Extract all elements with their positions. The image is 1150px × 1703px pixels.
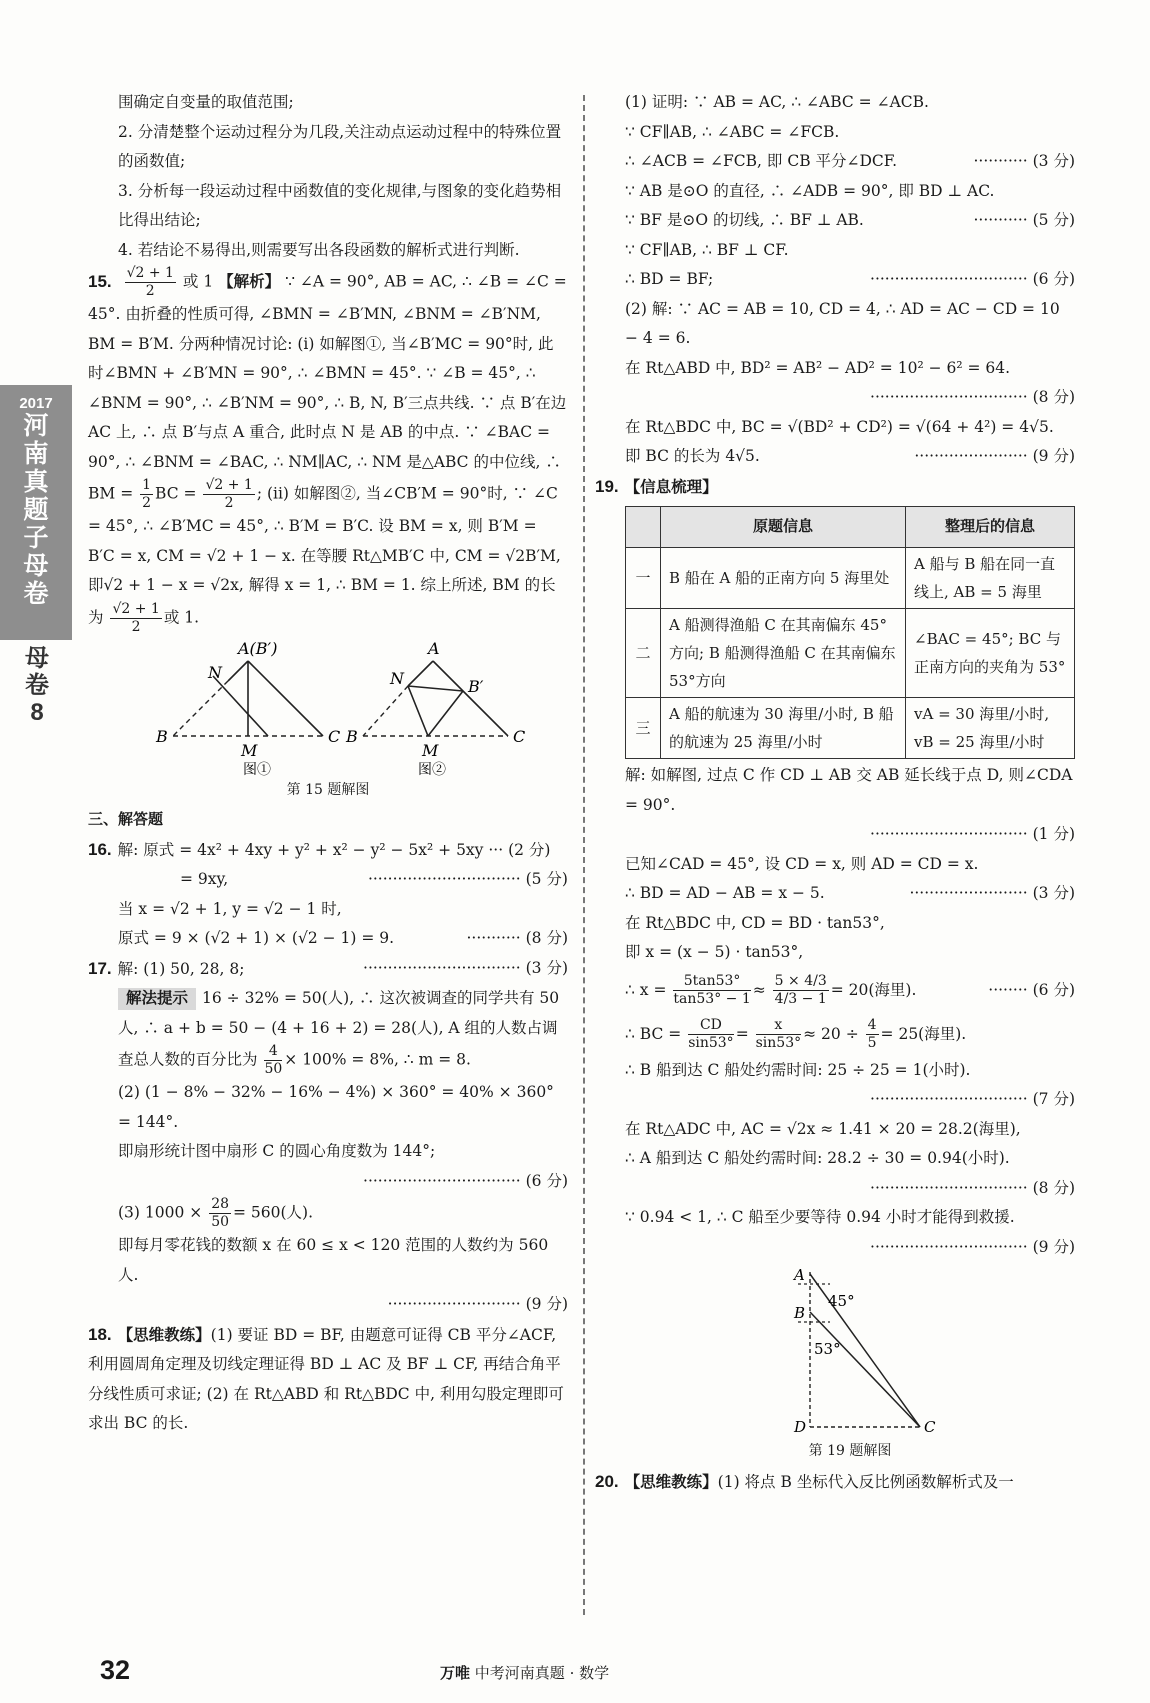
s-line-5: 即 x = (x − 5) · tan53°, xyxy=(625,943,804,961)
fig15-2-caption: 图② xyxy=(418,761,446,776)
fig19-label-a: A xyxy=(794,1266,805,1284)
fig15-1-nb xyxy=(173,681,228,736)
fig15-1-caption: 图① xyxy=(243,761,271,776)
r-line-5: ∵ BF 是⊙O 的切线, ∴ BF ⊥ AB. ··········· (5 分) xyxy=(625,211,1075,229)
q15-frac-half: $\frac{1}{2}$ xyxy=(142,477,152,511)
page-number: 32 xyxy=(100,1655,131,1685)
q16-line-3: 当 x = √2 + 1, y = √2 − 1 时, xyxy=(118,899,342,918)
fig15-1-fold xyxy=(213,676,268,736)
fig15-1-an xyxy=(228,661,248,681)
tip-line-3: 3. 分析每一段运动过程中函数值的变化规律,与图象的变化趋势相比得出结论; xyxy=(118,181,562,229)
fig15-2-label-bp: B′ xyxy=(468,676,484,696)
r-line-1: (1) 证明: ∵ AB = AC, ∴ ∠ABC = ∠ACB. xyxy=(625,93,929,111)
s-line-3: ∴ BD = AD − AB = x − 5. ························ (3 分) xyxy=(625,884,1075,902)
fig19-angle-53: 53° xyxy=(814,1340,841,1358)
r-line-9: 在 Rt△ABD 中, BD² = AB² − AD² = 10² − 6² = 64. xyxy=(625,358,1011,377)
fig15-1-label-n: N xyxy=(208,662,222,682)
s-line-2: 已知∠CAD = 45°, 设 CD = x, 则 AD = CD = x. xyxy=(625,854,979,873)
r-line-7: ∴ BD = BF; ································ (6 分) xyxy=(625,270,1075,288)
q18-number: 18. xyxy=(88,1324,112,1344)
fig15-2-ac xyxy=(433,661,508,736)
q17-hint: 解法提示 16 ÷ 32% = 50(人), ∴ 这次被调查的同学共有 50 人, ∴ a + b = 50 − (4 + 16 + 2) = 28(人), A 组的人数占调查总人数的百分比为 $\frac{4}{50}$ × 100% = 8%, ∴ m = 8. xyxy=(118,989,560,1077)
q20-tag: 【思维教练】 xyxy=(624,1471,718,1491)
r-line-11: 即 BC 的长为 4√5. ······················· (9 分) xyxy=(625,447,1075,465)
s-line-10: ∴ A 船到达 C 船处约需时间: 28.2 ÷ 30 = 0.94(小时). xyxy=(625,1149,1010,1167)
table-row: 一 B 船在 A 船的正南方向 5 海里处 A 船与 B 船在同一直线上, AB = 5 海里 xyxy=(626,548,1075,609)
q15-tag: 【解析】 xyxy=(218,271,281,291)
q17-hint-badge: 解法提示 xyxy=(118,988,196,1010)
info-table-header-2: 整理后的信息 xyxy=(906,507,1075,548)
s-score-1: ································ (1 分) xyxy=(870,825,1075,843)
q19-tag: 【信息梳理】 xyxy=(624,476,718,496)
fig15-2-nbp xyxy=(408,686,463,691)
q17-score-5: ··························· (9 分) xyxy=(387,1295,568,1313)
fig15-2-label-n: N xyxy=(390,668,404,688)
q18: 18. 【思维教练】(1) 要证 BD = BF, 由题意可证得 CB 平分∠ACF, 利用圆周角定理及切线定理证得 BD ⊥ AC 及 BF ⊥ CF, 再结合角平分线性质可求证; (2) 在 Rt△ABD 和 Rt△BDC 中, 利用勾股定理即可求出 BC 的长. xyxy=(88,1324,564,1432)
figure-15-caption: 第 15 题解图 xyxy=(286,781,370,798)
q15-answer-fraction: $\frac{√2 + 1}{2}$ xyxy=(126,265,174,299)
side-tab-year: 2017 xyxy=(19,395,53,412)
q18-tag: 【思维教练】 xyxy=(117,1324,211,1344)
s-line-11: ∵ 0.94 < 1, ∴ C 船至少要等待 0.94 小时才能得到救援. xyxy=(625,1208,1015,1226)
s-line-6: ∴ x = $\frac{5\tan 53^\circ}{\tan 53^\circ - 1}$ ≈ $\frac{5 \times 4/3}{4/3 - 1}$ = 20(海里). ········ (6 分) xyxy=(625,973,1075,1007)
fig15-2-an xyxy=(408,661,433,686)
q15: 15. $\frac{√2 + 1}{2}$ 或 1 【解析】 ∵ ∠A = 90°, AB = AC, ∴ ∠B = ∠C = 45°. 由折叠的性质可得, ∠BMN = ∠B′MN, ∠BNM = ∠B′NM, BM = B′M. 分两种情况讨论: (i) 如解图①, 当∠B′MC = 90°时, 此时∠BMN + ∠B′MN = 90°, ∴ ∠BMN = 45°. ∵ ∠B = 45°, ∴ ∠BNM = 90°, ∴ ∠B′NM = 90°, ∴ B, N, B′三点共线. ∵ 点 B′在边 AC 上, ∴ 点 B′与点 A 重合, 此时点 N 是 AB 的中点. ∵ ∠BAC = 90°, ∴ ∠BNM = ∠BAC, ∴ NM∥AC, ∴ NM 是△ABC 的中位线, ∴ BM = $\frac{1}{2}$ BC = $\frac{√2 + 1}{2}$ ; (ii) 如解图②, 当∠CB′M = 90°时, ∵ ∠C = 45°, ∴ ∠B′MC = 45°, ∴ B′M = B′C. 设 BM = x, 则 B′M = B′C = x, CM = √2 + 1 − x. 在等腰 Rt△MB′C 中, CM = √2B′M, 即√2 + 1 − x = √2x, 解得 x = 1, ∴ BM = 1. 综上所述, BM 的长为 $\frac{√2 + 1}{2}$ 或 1. xyxy=(88,265,567,635)
fig15-2-mbp xyxy=(428,691,463,736)
right-column xyxy=(595,88,1075,1497)
q17-line-1: 17. 解: (1) 50, 28, 8; ································ (3 分) xyxy=(88,958,568,978)
fig19-label-c: C xyxy=(924,1418,936,1436)
q20-number: 20. xyxy=(595,1471,619,1491)
fig15-1-ac xyxy=(248,661,323,736)
side-tab xyxy=(0,385,72,640)
s-score-8: ································ (7 分) xyxy=(870,1090,1075,1108)
figure-15 xyxy=(88,636,568,776)
fig15-1-label-c: C xyxy=(328,726,341,746)
q17-number: 17. xyxy=(88,958,112,978)
footer-brand: 万唯 xyxy=(440,1665,471,1682)
fig15-1-label-a: A(B′) xyxy=(238,638,278,658)
info-table-header xyxy=(626,507,1075,548)
footer xyxy=(440,1662,609,1683)
side-tab-sub: 母卷8 xyxy=(25,645,49,726)
r-score-9: ································ (8 分) xyxy=(870,388,1075,406)
q17-line-2: (2) (1 − 8% − 32% − 16% − 4%) × 360° = 40% × 360° = 144°. xyxy=(118,1083,554,1131)
r-line-10: 在 Rt△BDC 中, BC = √(BD² + CD²) = √(64 + 4²) = 4√5. xyxy=(625,417,1054,436)
fig15-1-label-b: B xyxy=(156,726,168,746)
q15-answer-tail: 或 1 xyxy=(182,272,214,291)
fig15-2-label-c: C xyxy=(513,726,526,746)
s-line-7: ∴ BC = $\frac{CD}{\sin 53^\circ}$ = $\frac{x}{\sin 53^\circ}$ ≈ 20 ÷ $\frac{4}{5}$ = 25(海里). xyxy=(625,1017,967,1051)
s-score-11: ································ (9 分) xyxy=(870,1237,1075,1256)
fig19-label-b: B xyxy=(794,1304,806,1322)
q15-text-2: ; (ii) 如解图②, 当∠CB′M = 90°时, ∵ ∠C = 45°, ∴ ∠B′MC = 45°, ∴ B′M = B′C. 设 BM = x, 则 B′M = B′C = x, CM = √2 + 1 − x. 在等腰 Rt△MB′C 中, CM = √2B′M, 即√2 + 1 − x = √2x, 解得 x = 1, ∴ BM = 1. 综上所述, BM 的长为 xyxy=(88,484,561,626)
r-line-4: ∵ AB 是⊙O 的直径, ∴ ∠ADB = 90°, 即 BD ⊥ AC. xyxy=(625,181,995,200)
q15-frac-2: $\frac{√2 + 1}{2}$ xyxy=(205,477,253,511)
q17-line-5: 即每月零花钱的数额 x 在 60 ≤ x < 120 范围的人数约为 560 人. xyxy=(118,1236,549,1284)
s-score-10: ································ (8 分) xyxy=(870,1178,1075,1197)
fig15-2-nb xyxy=(363,686,408,736)
footer-text: 中考河南真题 · 数学 xyxy=(474,1664,610,1682)
table-row: 三 A 船的航速为 30 海里/小时, B 船的航速为 25 海里/小时 vA = 30 海里/小时, vB = 25 海里/小时 xyxy=(626,698,1075,759)
fig15-2-nm xyxy=(408,686,428,736)
q16-line-4: 原式 = 9 × (√2 + 1) × (√2 − 1) = 9. ··········· (8 分) xyxy=(118,929,568,947)
table-row: 二 A 船测得渔船 C 在其南偏东 45°方向; B 船测得渔船 C 在其南偏东 53°方向 ∠BAC = 45°; BC 与正南方向的夹角为 53° xyxy=(626,609,1075,698)
tip-line-4: 4. 若结论不易得出,则需要写出各段函数的解析式进行判断. xyxy=(118,240,520,259)
fig15-2-label-m: M xyxy=(422,740,439,760)
section-3-heading: 三、解答题 xyxy=(88,811,164,828)
r-line-6: ∵ CF∥AB, ∴ BF ⊥ CF. xyxy=(625,240,789,259)
q17-score-3: ································ (6 分) xyxy=(363,1171,568,1190)
figure-15-diagram xyxy=(128,636,528,776)
figure-19-caption: 第 19 题解图 xyxy=(808,1443,892,1459)
fig15-2-label-b: B xyxy=(346,726,358,746)
figure-15-1 xyxy=(155,639,340,776)
q16-number: 16. xyxy=(88,839,112,859)
info-table-header-1: 原题信息 xyxy=(661,507,906,548)
q15-number: 15. xyxy=(88,271,112,291)
tip-line-2: 2. 分清楚整个运动过程分为几段,关注动点运动过程中的特殊位置的函数值; xyxy=(118,122,562,170)
q15-text-1: ∵ ∠A = 90°, AB = AC, ∴ ∠B = ∠C = 45°. 由折叠的性质可得, ∠BMN = ∠B′MN, ∠BNM = ∠B′NM, BM = B′M. 分两种情况讨论: (i) 如解图①, 当∠B′MC = 90°时, 此时∠BMN + ∠B′MN = 90°, ∴ ∠BMN = 45°. ∵ ∠B = 45°, ∴ ∠BNM = 90°, ∴ ∠B′NM = 90°, ∴ B, N, B′三点共线. ∵ 点 B′在边 AC 上, ∴ 点 B′与点 A 重合, 此时点 N 是 AB 的中点. ∵ ∠BAC = 90°, ∴ ∠BNM = ∠BAC, ∴ NM∥AC, ∴ NM 是△ABC 的中位线, ∴ BM = xyxy=(88,272,567,503)
s-line-4: 在 Rt△BDC 中, CD = BD · tan53°, xyxy=(625,913,885,932)
fig19-bc xyxy=(810,1312,920,1427)
r-line-2: ∵ CF∥AB, ∴ ∠ABC = ∠FCB. xyxy=(625,122,840,141)
side-tab-title: 河南真题子母卷 xyxy=(23,412,49,608)
fig15-1-label-m: M xyxy=(241,740,258,760)
q17-line-3: 即扇形统计图中扇形 C 的圆心角度数为 144°; xyxy=(118,1142,436,1160)
info-table xyxy=(625,506,1075,759)
fig15-2-label-a: A xyxy=(428,638,440,658)
column-divider xyxy=(583,95,585,1615)
s-line-1: 解: 如解图, 过点 C 作 CD ⊥ AB 交 AB 延长线于点 D, 则∠CDA = 90°. xyxy=(625,766,1073,814)
q15-frac-3: $\frac{√2 + 1}{2}$ xyxy=(112,600,160,635)
tip-line-1: 围确定自变量的取值范围; xyxy=(118,93,294,111)
left-column xyxy=(88,88,568,1439)
q16-line-2: = 9xy, ······························· (5 分) xyxy=(180,870,568,888)
q19-number: 19. xyxy=(595,476,619,496)
q19-heading xyxy=(595,472,1075,503)
r-line-3: ∴ ∠ACB = ∠FCB, 即 CB 平分∠DCF. ··········· (3 分) xyxy=(625,152,1075,170)
q17-line-4: (3) 1000 × $\frac{28}{50}$ = 560(人). xyxy=(118,1196,314,1230)
s-line-8: ∴ B 船到达 C 船处约需时间: 25 ÷ 25 = 1(小时). xyxy=(625,1060,971,1079)
figure-19-diagram xyxy=(750,1262,950,1437)
r-line-8: (2) 解: ∵ AC = AB = 10, CD = 4, ∴ AD = AC − CD = 10 − 4 = 6. xyxy=(625,299,1060,347)
q20: 20. 【思维教练】(1) 将点 B 坐标代入反比例函数解析式及一 xyxy=(595,1471,1014,1491)
q16-line-1: 16. 解: 原式 = 4x² + 4xy + y² + x² − y² − 5x² + 5xy ··· (2 分) xyxy=(88,839,551,859)
fig19-label-d: D xyxy=(794,1418,807,1436)
s-line-9: 在 Rt△ADC 中, AC = √2x ≈ 1.41 × 20 = 28.2(海里), xyxy=(625,1119,1021,1138)
figure-15-2 xyxy=(345,639,525,776)
figure-19 xyxy=(625,1262,1075,1437)
fig19-angle-45: 45° xyxy=(828,1292,855,1310)
